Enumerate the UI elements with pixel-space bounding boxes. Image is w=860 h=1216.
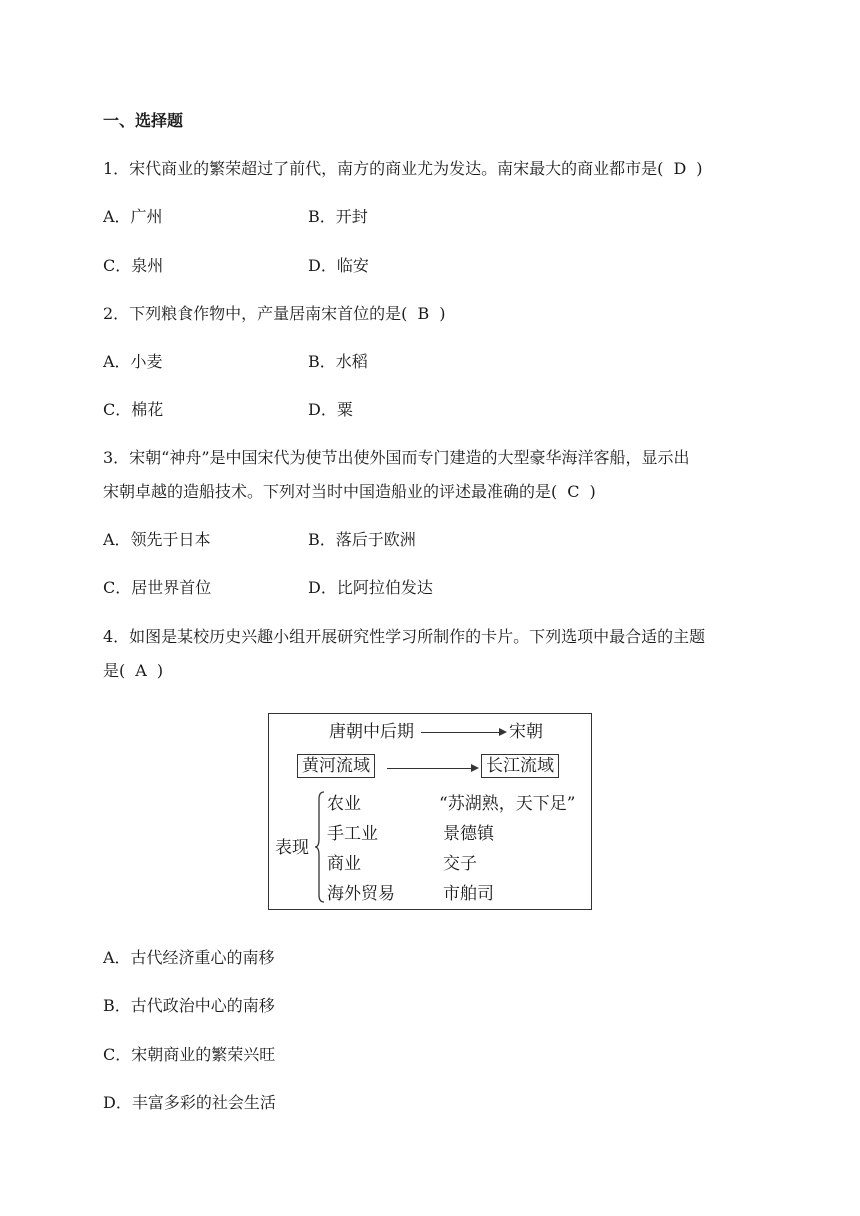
- question-3-close: ): [589, 482, 596, 501]
- period-arrow-line: [421, 732, 501, 733]
- card-to-region-box: [481, 756, 559, 776]
- period-arrow-head-icon: [499, 728, 507, 736]
- question-1-option-b: B．开封: [308, 207, 368, 226]
- question-4-stem-line1: 4．如图是某校历史兴趣小组开展研究性学习所制作的卡片。下列选项中最合适的主题: [103, 627, 706, 646]
- question-3-option-d: D．比阿拉伯发达: [308, 578, 433, 597]
- question-1-text: 1．宋代商业的繁荣超过了前代，南方的商业尤为发达。南宋最大的商业都市是(: [103, 159, 664, 178]
- question-1-answer: D: [673, 159, 687, 178]
- question-3-stem-line2: [103, 482, 596, 502]
- question-1-option-d: D．临安: [308, 256, 369, 275]
- card-row-1-category: 农业: [327, 794, 361, 814]
- question-4-stem-line2: [103, 661, 163, 681]
- card-row-2-example: 景德镇: [443, 824, 494, 844]
- question-2-text: 2．下列粮食作物中，产量居南宋首位的是(: [103, 304, 408, 323]
- region-arrow-head-icon: [471, 764, 479, 772]
- question-2-answer: B: [417, 304, 430, 323]
- card-row-3-example: 交子: [443, 854, 477, 874]
- question-1-close: ): [696, 159, 703, 178]
- question-3-answer: C: [567, 482, 580, 501]
- card-to-period: 宋朝: [509, 722, 543, 742]
- question-4-answer: A: [135, 661, 147, 680]
- question-2-option-a: A．小麦: [103, 352, 163, 371]
- study-card-figure: [268, 713, 592, 910]
- card-from-region: 黄河流域: [297, 754, 375, 778]
- question-4-option-d: D．丰富多彩的社会生活: [103, 1093, 276, 1112]
- question-3-option-a: A．领先于日本: [103, 530, 211, 549]
- card-row-4-example: 市舶司: [443, 884, 494, 904]
- section-title: 一、选择题: [103, 111, 184, 130]
- card-to-region: 长江流域: [481, 754, 559, 778]
- question-3-stem-line1: 3．宋朝“神舟”是中国宋代为使节出使外国而专门建造的大型豪华海洋客船，显示出: [103, 448, 690, 467]
- region-arrow-line: [387, 768, 473, 769]
- question-2-stem: [103, 304, 445, 324]
- question-4-close: ): [156, 661, 164, 680]
- question-3-option-b: B．落后于欧洲: [308, 530, 416, 549]
- question-4-option-b: B．古代政治中心的南移: [103, 996, 275, 1015]
- card-from-region-box: [297, 756, 375, 776]
- question-4-text: 是(: [103, 661, 126, 680]
- question-1-option-c: C．泉州: [103, 256, 164, 275]
- card-row-3-category: 商业: [327, 854, 361, 874]
- card-row-4-category: 海外贸易: [327, 884, 395, 904]
- question-2-close: ): [439, 304, 446, 323]
- question-2-option-b: B．水稻: [308, 352, 368, 371]
- card-group-label: 表现: [275, 838, 309, 858]
- brace-icon: [315, 791, 325, 903]
- question-1-stem: [103, 159, 703, 179]
- card-row-2-category: 手工业: [327, 824, 378, 844]
- question-4-option-c: C．宋朝商业的繁荣兴旺: [103, 1045, 276, 1064]
- question-3-text: 宋朝卓越的造船技术。下列对当时中国造船业的评述最准确的是(: [103, 482, 558, 501]
- card-from-period: 唐朝中后期: [329, 722, 414, 742]
- question-1-option-a: A．广州: [103, 207, 163, 226]
- question-4-option-a: A．古代经济重心的南移: [103, 948, 275, 967]
- card-row-1-example: “苏湖熟，天下足”: [439, 794, 576, 814]
- question-2-option-c: C．棉花: [103, 400, 164, 419]
- question-2-option-d: D．粟: [308, 400, 353, 419]
- question-3-option-c: C．居世界首位: [103, 578, 212, 597]
